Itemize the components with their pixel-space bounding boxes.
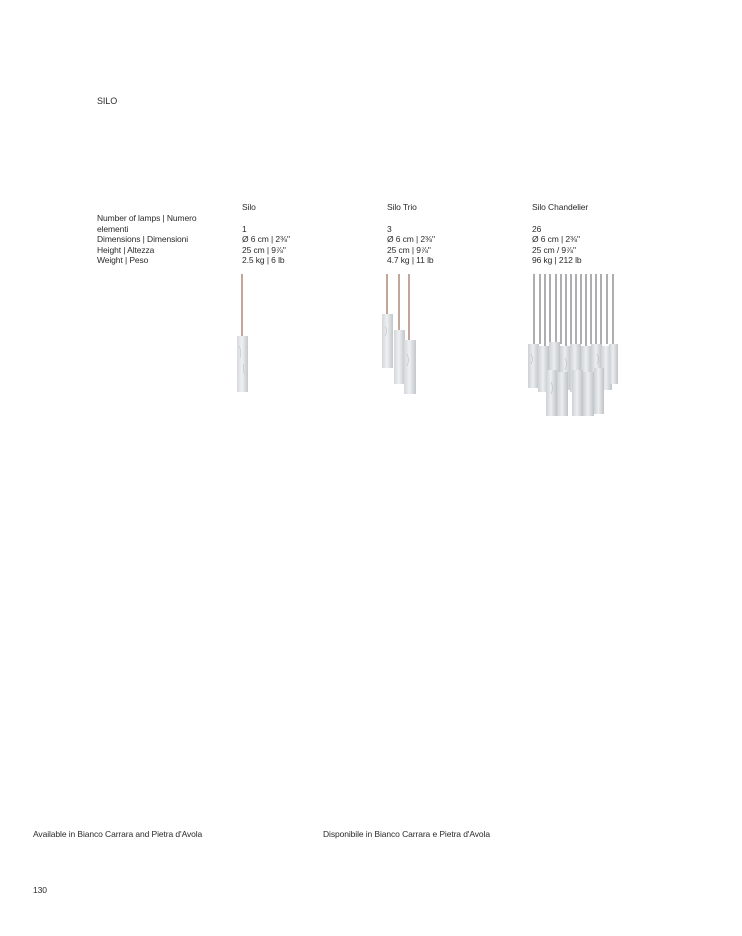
product-lamps: 3	[387, 223, 392, 234]
product-dimensions: Ø 6 cm | 2⅜"	[532, 234, 580, 244]
product-name: Silo Chandelier	[532, 202, 589, 212]
label-dimensions: Dimensions | Dimensioni	[97, 234, 189, 244]
silo-chandelier-lamp-image	[525, 274, 625, 420]
product-column-silo	[242, 202, 290, 266]
product-dimensions: Ø 6 cm | 2⅜"	[387, 234, 435, 244]
product-weight: 4.7 kg | 11 lb	[387, 255, 434, 265]
product-height: 25 cm | 9⅞"	[242, 244, 286, 255]
product-column-silo-chandelier	[532, 202, 588, 266]
availability-italian: Disponibile in Bianco Carrara e Pietra d'Avola	[323, 829, 490, 839]
silo-lamp-image	[232, 274, 256, 396]
label-number-of-lamps: Number of lamps | Numero	[97, 213, 197, 223]
silo-trio-lamp-image	[377, 274, 425, 398]
product-column-silo-trio	[387, 202, 435, 266]
product-height: 25 cm / 9⅞"	[532, 244, 576, 255]
page-number: 130	[33, 885, 47, 895]
spec-labels	[97, 213, 227, 266]
product-name: Silo	[242, 202, 256, 212]
page-title: SILO	[97, 96, 118, 106]
product-lamps: 26	[532, 223, 542, 234]
product-lamps: 1	[242, 223, 247, 234]
label-weight: Weight | Peso	[97, 255, 149, 265]
product-weight: 2.5 kg | 6 lb	[242, 255, 285, 265]
product-height: 25 cm | 9⅞"	[387, 244, 431, 255]
product-weight: 96 kg | 212 lb	[532, 255, 582, 265]
product-dimensions: Ø 6 cm | 2⅜"	[242, 234, 290, 244]
label-number-of-lamps-cont: elementi	[97, 223, 129, 234]
product-name: Silo Trio	[387, 202, 417, 212]
availability-english: Available in Bianco Carrara and Pietra d'Avola	[33, 829, 203, 839]
label-height: Height | Altezza	[97, 244, 155, 255]
